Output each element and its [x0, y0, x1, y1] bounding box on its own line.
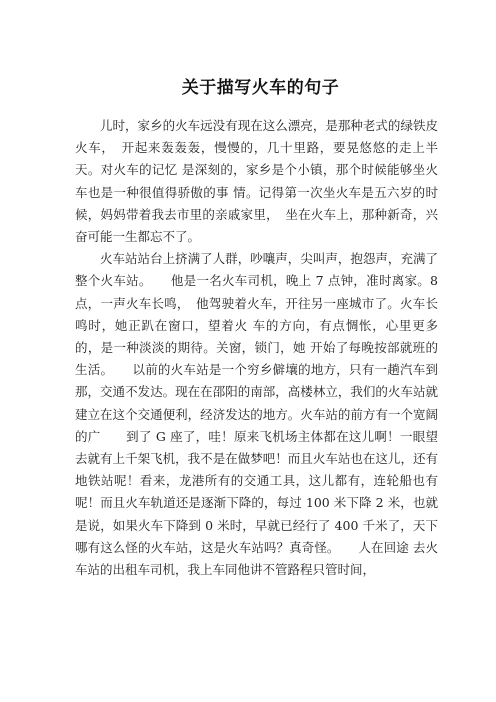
paragraph-2: 火车站站台上挤满了人群，吵嚷声，尖叫声，抱怨声，充满了整个火车站。 他是一名火车司机，晚上 7 点钟，准时离家。8 点，一声火车长鸣， 他驾驶着火车，开往另一座城市了。火车长鸣时，她正趴在窗口，望着火 车的方向，有点惆怅，心里更多的，是一种淡淡的期待。关窗，锁门，她 开始了每晚按部就班的生活。 以前的火车站是一个穷乡僻壤的地方，只有一趟汽车到那，交通不发达。现在在邵阳的南部，高楼林立，我们的火车站就建立在这个交通便利，经济发达的地方。火车站的前方有一个宽阔的广 到了 G 座了，哇！原来飞机场主体都在这儿啊！一眼望去就有上千架飞机，我不是在做梦吧！而且火车站也在这儿，还有地铁站呢！看来，龙港所有的交通工具，这儿都有，连轮船也有呢！而且火车轨道还是逐渐下降的，每过 100 米下降 2 米，也就是说，如果火车下降到 0 米时，早就已经行了 400 千米了，天下哪有这么怪的火车站，这是火车站吗？真奇怪。 人在回途 去火车站的出租车司机，我上车同他讲不管路程只管时间， — [75, 251, 438, 578]
document-title: 关于描写火车的句子 — [181, 78, 340, 98]
document-body — [75, 115, 438, 581]
paragraph-1: 儿时，家乡的火车远没有现在这么漂亮，是那种老式的绿铁皮火车， 开起来轰轰轰，慢慢的，几十里路，要晃悠悠的走上半天。对火车的记忆 是深刻的，家乡是个小镇，那个时候能够坐火车也是一种很值得骄傲的事 情。记得第一次坐火车是五六岁的时候，妈妈带着我去市里的亲戚家里， 坐在火车上，那种新奇，兴奋可能一生都忘不了。 — [75, 118, 438, 245]
